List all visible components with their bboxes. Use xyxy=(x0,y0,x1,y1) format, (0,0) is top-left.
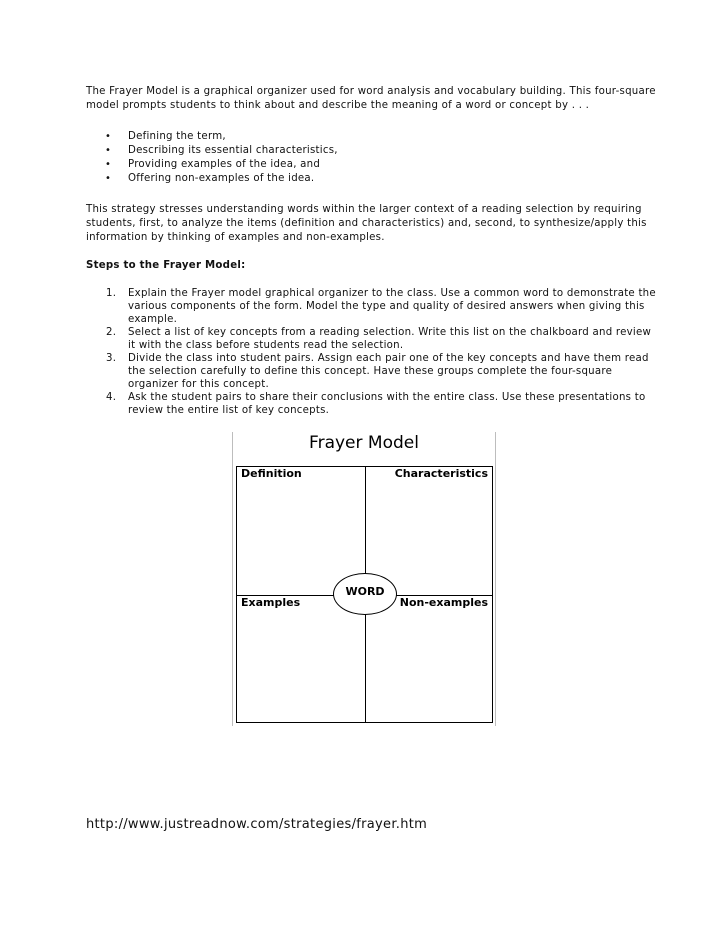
four-square-grid xyxy=(236,466,493,723)
step-text: Ask the student pairs to share their conclusions with the entire class. Use these presentations to review the entire list of key concepts. xyxy=(128,392,646,416)
figure-frame-left xyxy=(232,432,233,726)
bullet-icon: • xyxy=(105,145,112,156)
step-number: 2. xyxy=(106,327,117,338)
frayer-model-figure xyxy=(232,432,496,726)
step-text: Divide the class into student pairs. Assign each pair one of the key concepts and have them read the selection carefully to define this concept. Have these groups complete the four-square organizer for this concept. xyxy=(128,353,649,390)
step-text: Explain the Frayer model graphical organizer to the class. Use a common word to demonstrate the various components of the form. Model the type and quality of desired answers when giving this example. xyxy=(128,288,656,325)
frayer-bullet-list xyxy=(86,130,646,186)
intro-paragraph: The Frayer Model is a graphical organizer used for word analysis and vocabulary building. This four-square model prompts students to think about and describe the meaning of a word or concept by . . . xyxy=(86,86,656,111)
characteristics-label: Characteristics xyxy=(394,467,488,480)
bullet-icon: • xyxy=(105,173,112,184)
word-oval xyxy=(333,573,397,615)
figure-frame-right xyxy=(495,432,496,726)
step-item xyxy=(86,287,656,326)
figure-title: Frayer Model xyxy=(309,433,419,453)
examples-label: Examples xyxy=(241,596,301,609)
step-item xyxy=(86,391,656,417)
list-item: • Defining the term, xyxy=(105,131,226,142)
word-label: WORD xyxy=(345,585,385,598)
list-item: • Describing its essential characteristics, xyxy=(105,145,338,156)
list-item: • Providing examples of the idea, and xyxy=(105,159,321,170)
step-number: 1. xyxy=(106,288,117,299)
steps-heading: Steps to the Frayer Model: xyxy=(86,260,246,271)
source-url: http://www.justreadnow.com/strategies/frayer.htm xyxy=(86,817,428,832)
steps-list xyxy=(86,287,656,417)
step-number: 3. xyxy=(106,353,117,364)
bullet-icon: • xyxy=(105,159,112,170)
definition-label: Definition xyxy=(241,467,302,480)
step-item xyxy=(86,352,656,391)
bullet-icon: • xyxy=(105,131,112,142)
step-text: Select a list of key concepts from a reading selection. Write this list on the chalkboard and review it with the class before students read the selection. xyxy=(128,327,652,351)
list-item: • Offering non-examples of the idea. xyxy=(105,173,315,184)
step-item xyxy=(86,326,656,352)
strategy-paragraph: This strategy stresses understanding words within the larger context of a reading selection by requiring students, first, to analyze the items (definition and characteristics) and, second, to synthesize/apply this information by thinking of examples and non-examples. xyxy=(86,204,647,243)
non-examples-label: Non-examples xyxy=(399,596,488,609)
step-number: 4. xyxy=(106,392,117,403)
